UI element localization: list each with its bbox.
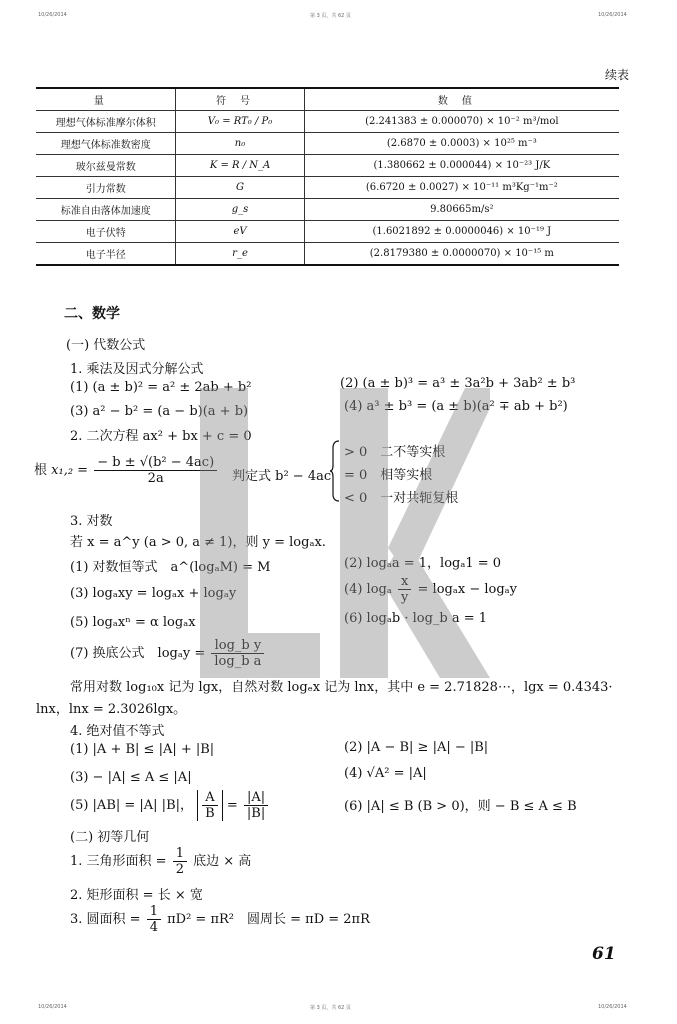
triangle-denominator: 2 xyxy=(175,862,184,877)
log4-denominator: y xyxy=(401,590,409,605)
left-brace-icon xyxy=(330,440,340,502)
table-row xyxy=(36,243,619,266)
circle-suffix: πD² = πR² 圆周长 = πD = 2πR xyxy=(167,912,370,927)
log-definition: 若 x = a^y (a > 0, a ≠ 1)，则 y = logₐx. xyxy=(70,535,326,550)
math-section-title: 二、数学 xyxy=(64,306,120,322)
abs-ineq-1: (1) |A + B| ≤ |A| + |B| xyxy=(70,742,215,757)
table-cell: 理想气体标准摩尔体积 xyxy=(36,111,176,133)
circle-fraction xyxy=(147,904,161,935)
log-identity-4 xyxy=(344,574,517,605)
triangle-prefix: 1. 三角形面积 = xyxy=(70,854,167,869)
table-cell: g_s xyxy=(176,199,304,221)
table-cell: (2.6870 ± 0.0003) × 10²⁵ m⁻³ xyxy=(304,133,619,155)
formula-2: (2) (a ± b)³ = a³ ± 3a²b + 3ab² ± b³ xyxy=(340,376,576,391)
table-cell: (6.6720 ± 0.0027) × 10⁻¹¹ m³Kg⁻¹m⁻² xyxy=(304,177,619,199)
table-cell: G xyxy=(176,177,304,199)
quadratic-heading: 2. 二次方程 ax² + bx + c = 0 xyxy=(70,429,252,444)
table-header-row xyxy=(36,88,619,111)
rectangle-area: 2. 矩形面积 = 长 × 宽 xyxy=(70,888,203,903)
root-label: 根 xyxy=(34,463,48,478)
triangle-numerator: 1 xyxy=(173,846,187,862)
formula-4: (4) a³ ± b³ = (a ± b)(a² ∓ ab + b²) xyxy=(344,399,568,414)
table-cell: (2.241383 ± 0.000070) × 10⁻² m³/mol xyxy=(304,111,619,133)
log4-prefix: (4) logₐ xyxy=(344,582,392,597)
discriminant-case-positive: > 0 二不等实根 xyxy=(344,445,446,460)
circle-area xyxy=(70,904,370,935)
abs5-result-denominator: |B| xyxy=(246,806,266,821)
discriminant-case-zero: = 0 相等实根 xyxy=(344,468,433,483)
table-cell: n₀ xyxy=(176,133,304,155)
triangle-area xyxy=(70,846,251,877)
scan-date-top-left: 10/26/2014 xyxy=(38,12,67,18)
abs-heading: 4. 绝对值不等式 xyxy=(70,724,165,739)
circle-prefix: 3. 圆面积 = xyxy=(70,912,141,927)
log4-fraction xyxy=(398,574,411,605)
abs5-prefix: (5) |AB| = |A| |B|， xyxy=(70,798,193,813)
table-cell: (1.6021892 ± 0.0000046) × 10⁻¹⁹ J xyxy=(304,221,619,243)
table-cell: (1.380662 ± 0.000044) × 10⁻²³ J/K xyxy=(304,155,619,177)
log-identity-6: (6) logₐb · log_b a = 1 xyxy=(344,611,488,626)
log4-suffix: = logₐx − logₐy xyxy=(417,582,518,597)
table-row xyxy=(36,199,619,221)
table-row xyxy=(36,133,619,155)
factor-section-heading: 1. 乘法及因式分解公式 xyxy=(70,362,204,377)
scan-date-top-right: 10/26/2014 xyxy=(598,12,627,18)
abs5-quotient-abs xyxy=(197,790,223,821)
table-cell: (2.8179380 ± 0.0000070) × 10⁻¹⁵ m xyxy=(304,243,619,266)
abs-ineq-5 xyxy=(70,790,270,821)
log-identity-5: (5) logₐxⁿ = α logₐx xyxy=(70,615,196,630)
table-cell: 引力常数 xyxy=(36,177,176,199)
col-header-value: 数值 xyxy=(304,88,619,111)
abs5-denominator: B xyxy=(205,806,215,821)
discriminant-label: 判定式 b² − 4ac xyxy=(232,469,332,484)
circle-numerator: 1 xyxy=(147,904,161,920)
table-cell: 电子半径 xyxy=(36,243,176,266)
table-cell: r_e xyxy=(176,243,304,266)
root-fraction xyxy=(94,455,217,486)
abs5-fraction xyxy=(202,790,218,821)
triangle-suffix: 底边 × 高 xyxy=(193,854,252,869)
algebra-title: (一) 代数公式 xyxy=(66,338,146,353)
log-identity-1: (1) 对数恒等式 a^(logₐM) = M xyxy=(70,560,271,575)
root-numerator: − b ± √(b² − 4ac) xyxy=(94,455,217,471)
formula-1: (1) (a ± b)² = a² ± 2ab + b² xyxy=(70,380,252,395)
common-log-note-cont: lnx，lnx = 2.3026lgx。 xyxy=(36,702,187,717)
page-number: 61 xyxy=(592,944,616,964)
log4-numerator: x xyxy=(398,574,411,590)
change-base-numerator: log_b y xyxy=(211,638,264,654)
abs5-result-fraction xyxy=(244,790,268,821)
discriminant-case-negative: < 0 一对共轭复根 xyxy=(344,491,459,506)
log-change-of-base xyxy=(70,638,266,669)
constants-table xyxy=(36,87,619,266)
table-cell: eV xyxy=(176,221,304,243)
scan-date-bottom-left: 10/26/2014 xyxy=(38,1004,67,1010)
table-row xyxy=(36,111,619,133)
abs-ineq-2: (2) |A − B| ≥ |A| − |B| xyxy=(344,740,489,755)
abs-ineq-3: (3) − |A| ≤ A ≤ |A| xyxy=(70,770,192,785)
abs5-equals: = xyxy=(226,798,238,813)
geometry-title: (二) 初等几何 xyxy=(70,830,150,845)
table-cell: K = R / N_A xyxy=(176,155,304,177)
triangle-fraction xyxy=(173,846,187,877)
col-header-symbol: 符号 xyxy=(176,88,304,111)
table-row xyxy=(36,221,619,243)
abs5-result-numerator: |A| xyxy=(244,790,268,806)
col-header-quantity: 量 xyxy=(36,88,176,111)
scan-date-bottom-right: 10/26/2014 xyxy=(598,1004,627,1010)
continued-label: 续表 xyxy=(604,68,629,82)
table-cell: V₀ = RT₀ / P₀ xyxy=(176,111,304,133)
scan-page-info-bottom: 第 3 页，共 62 页 xyxy=(310,1005,351,1011)
change-base-prefix: (7) 换底公式 logₐy = xyxy=(70,646,206,661)
abs5-numerator: A xyxy=(202,790,218,806)
circle-denominator: 4 xyxy=(149,920,158,935)
abs-ineq-6: (6) |A| ≤ B (B > 0)，则 − B ≤ A ≤ B xyxy=(344,799,577,814)
table-cell: 标准自由落体加速度 xyxy=(36,199,176,221)
formula-3: (3) a² − b² = (a − b)(a + b) xyxy=(70,404,249,419)
log-identity-3: (3) logₐxy = logₐx + logₐy xyxy=(70,586,237,601)
table-row xyxy=(36,155,619,177)
scan-page-info-top: 第 3 页，共 62 页 xyxy=(310,13,351,19)
table-cell: 理想气体标准数密度 xyxy=(36,133,176,155)
quadratic-roots xyxy=(34,455,219,486)
root-variable: x₁,₂ = xyxy=(51,463,89,478)
abs-ineq-4: (4) √A² = |A| xyxy=(344,766,427,781)
log-heading: 3. 对数 xyxy=(70,514,113,529)
common-log-note: 常用对数 log₁₀x 记为 lgx，自然对数 logₑx 记为 lnx，其中 e = 2.71828⋯，lgx = 0.4343· xyxy=(70,680,613,695)
table-cell: 电子伏特 xyxy=(36,221,176,243)
change-base-fraction xyxy=(211,638,264,669)
table-cell: 9.80665m/s² xyxy=(304,199,619,221)
change-base-denominator: log_b a xyxy=(214,654,262,669)
table-cell: 玻尔兹曼常数 xyxy=(36,155,176,177)
root-denominator: 2a xyxy=(147,471,164,486)
table-row xyxy=(36,177,619,199)
log-identity-2: (2) logₐa = 1，logₐ1 = 0 xyxy=(344,556,502,571)
